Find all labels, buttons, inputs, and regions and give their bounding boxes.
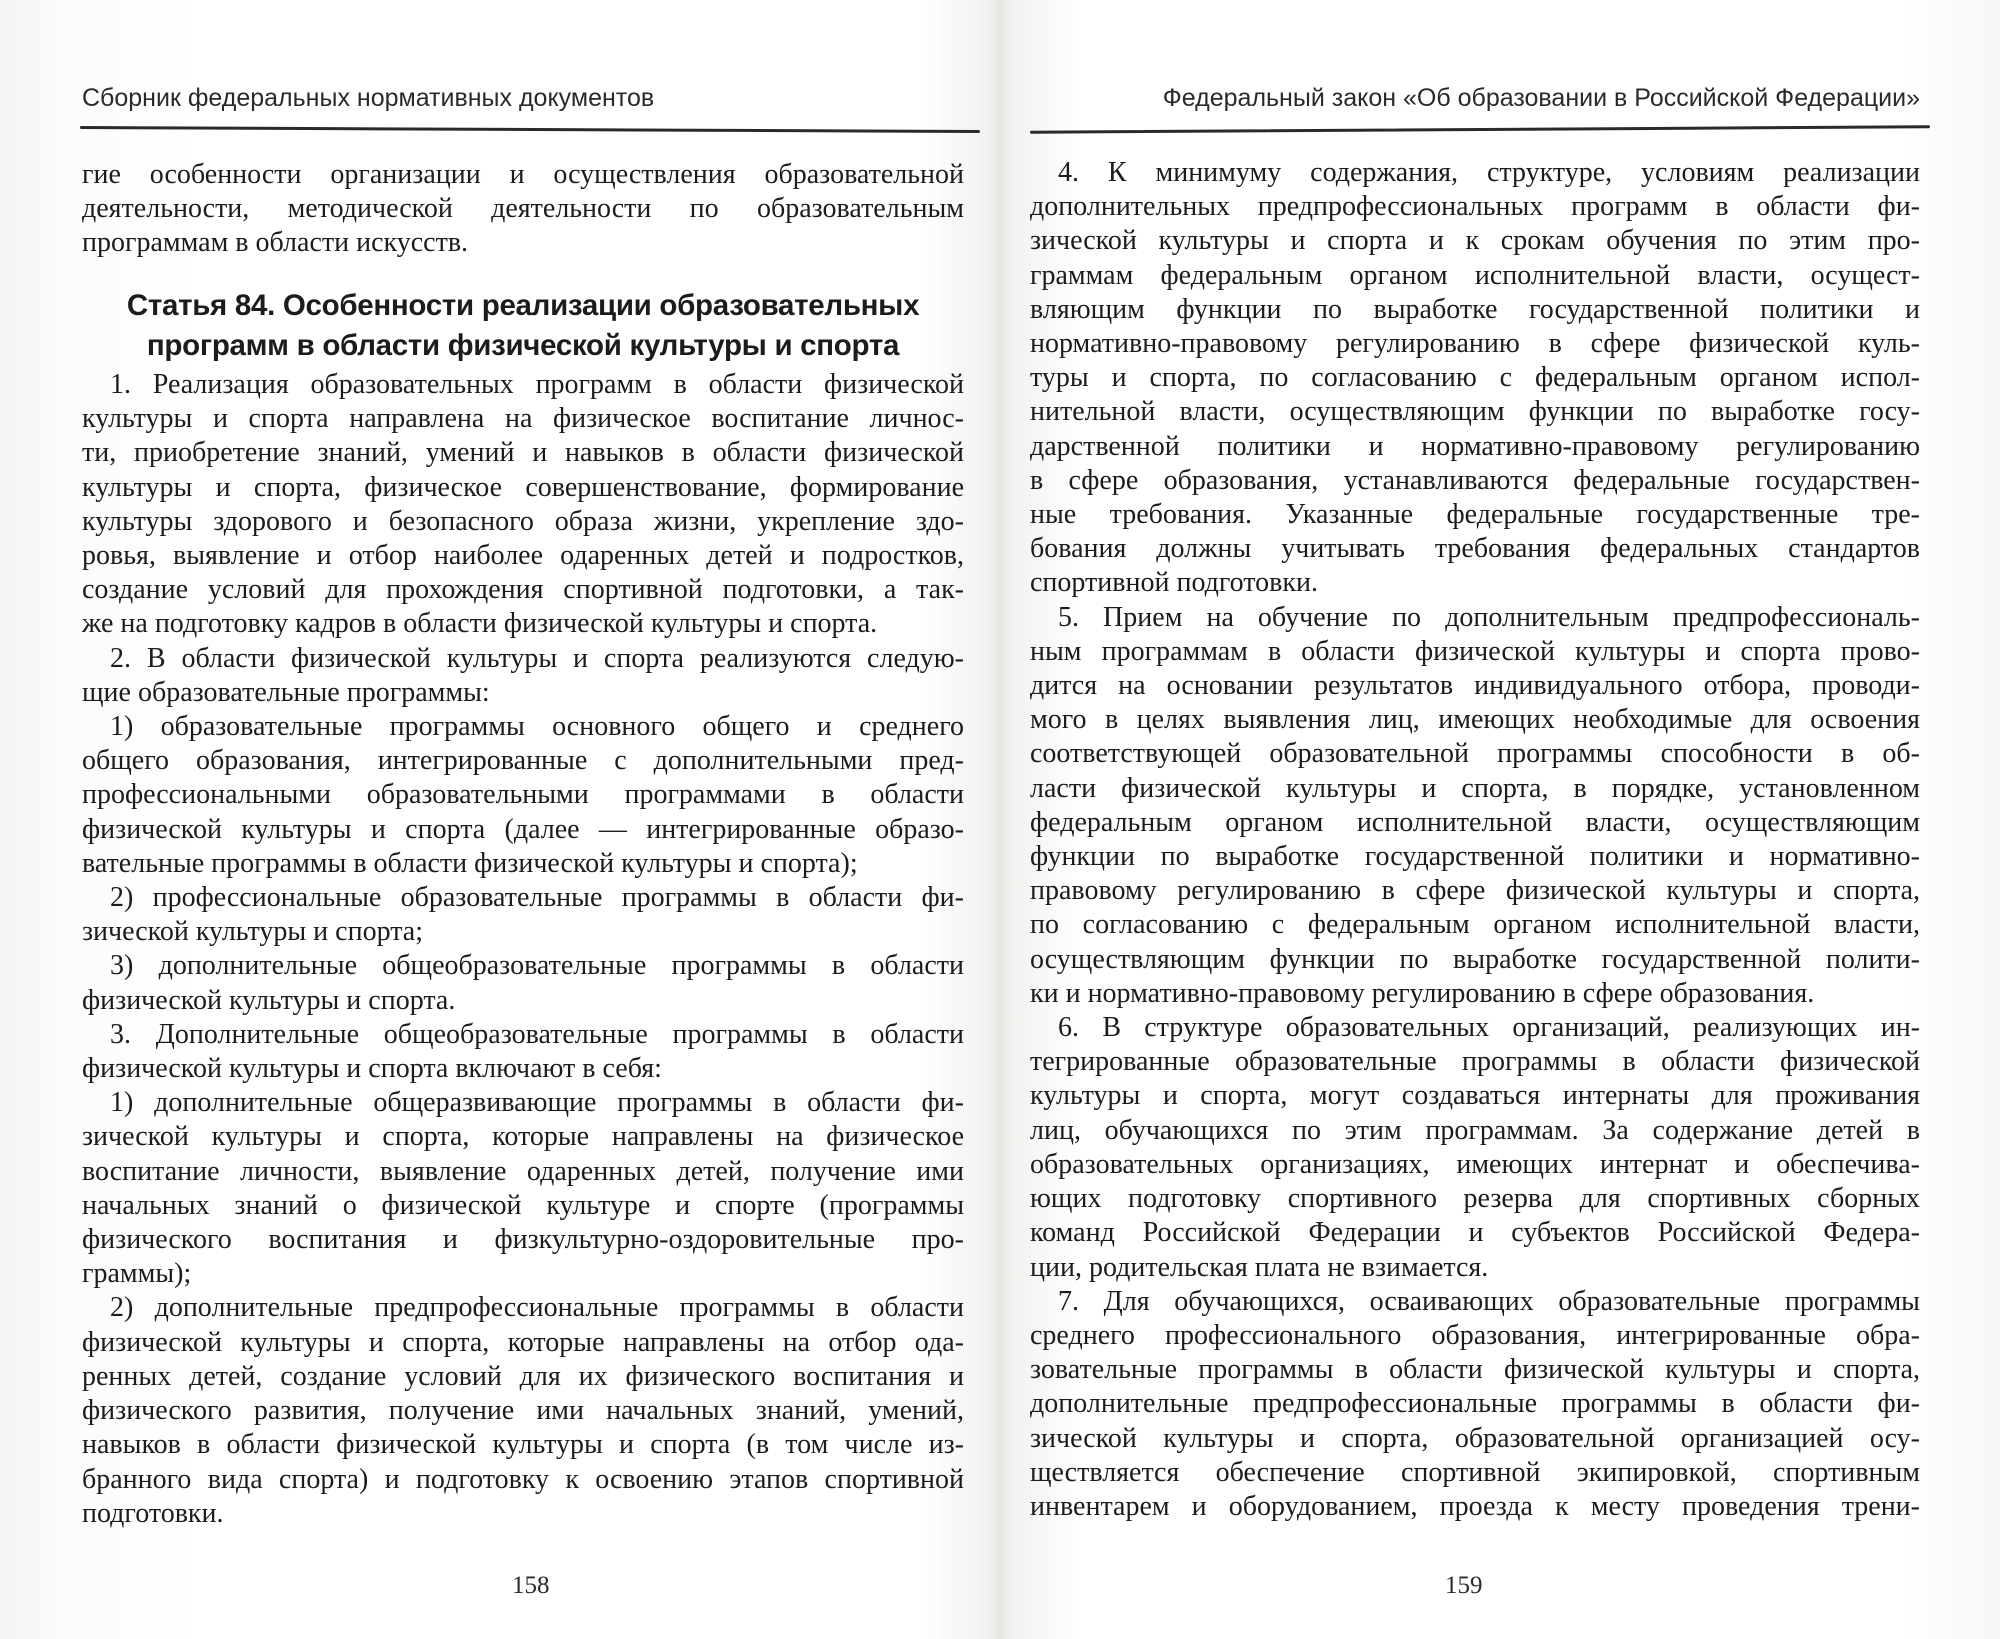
text-line: дарственной политики и нормативно-правовому регулированию [1030,430,1920,462]
text-line: нормативно-правовому регулированию в сфере физической куль- [1030,328,1920,360]
right-page-number: 159 [1445,1572,1483,1599]
text-line: туры и спорта, по согласованию с федеральным органом испол- [1030,362,1920,394]
text-line: зической культуры и спорта и к срокам обучения по этим про- [1030,225,1920,257]
text-line: 1) дополнительные общеразвивающие программы в области фи- [110,1087,964,1119]
text-line: создание условий для прохождения спортивной подготовки, а так- [82,574,964,606]
text-line: дополнительные предпрофессиональные программы в области фи- [1030,1388,1920,1420]
text-line: осуществляющим функции по выработке государственной полити- [1030,943,1920,975]
text-line: тегрированные образовательные программы в области физической [1030,1046,1920,1078]
text-line: физической культуры и спорта, которые направлены на отбор ода- [82,1326,964,1358]
text-line: ющих подготовку спортивного резерва для спортивных сборных [1030,1183,1920,1215]
text-line: зической культуры и спорта, образовательной организацией осу- [1030,1422,1920,1454]
article-84-heading [82,286,964,366]
text-line: ществляется обеспечение спортивной экипировкой, спортивным [1030,1456,1920,1488]
text-line: программам в области искусств. [82,227,469,259]
text-line: же на подготовку кадров в области физической культуры и спорта. [82,608,878,640]
text-line: физической культуры и спорта (далее — интегрированные образо- [82,813,964,845]
text-line: ренных детей, создание условий для их физического воспитания и [82,1360,964,1392]
text-line: культуры и спорта направлена на физическое воспитание личнос- [82,403,964,435]
text-line: функции по выработке государственной политики и нормативно- [1030,841,1920,873]
text-line: 3. Дополнительные общеобразовательные программы в области [110,1018,964,1050]
text-line: ти, приобретение знаний, умений и навыков в области физической [82,437,964,469]
text-line: зовательные программы в области физической культуры и спорта, [1030,1354,1920,1386]
text-line: 6. В структуре образовательных организаций, реализующих ин- [1058,1012,1920,1044]
article-heading-line-2: программ в области физической культуры и спорта [146,329,900,362]
text-line: гие особенности организации и осуществления образовательной [82,159,964,190]
text-line: граммам федеральным органом исполнительной власти, осущест- [1030,259,1920,291]
text-line: физического воспитания и физкультурно-оздоровительные про- [82,1224,964,1256]
right-body-text [1030,156,1920,1524]
text-line: спортивной подготовки. [1030,567,1318,599]
text-line: подготовки. [82,1497,224,1529]
text-line: общего образования, интегрированные с дополнительными пред- [82,745,964,777]
text-line: команд Российской Федерации и субъектов Российской Федера- [1030,1217,1920,1249]
left-page-number: 158 [512,1572,550,1599]
text-line: культуры и спорта, могут создаваться интернаты для проживания [1030,1080,1920,1112]
text-line: вательные программы в области физической культуры и спорта); [82,847,858,879]
text-line: бования должны учитывать требования федеральных стандартов [1030,533,1920,565]
text-line: ные требования. Указанные федеральные государственные тре- [1030,499,1920,531]
text-line: профессиональными образовательными программами в области [82,779,964,811]
text-line: физической культуры и спорта включают в себя: [82,1053,662,1085]
text-line: правовому регулированию в сфере физической культуры и спорта, [1030,875,1920,907]
text-line: ным программам в области физической культуры и спорта прово- [1030,635,1920,667]
article-heading-line-1: Статья 84. Особенности реализации образовательных [126,289,920,322]
text-line: навыков в области физической культуры и спорта (в том числе из- [82,1429,964,1461]
text-line: 2) профессиональные образовательные программы в области фи- [110,882,964,914]
right-running-head: Федеральный закон «Об образовании в Российской Федерации» [1162,84,1920,112]
text-line: культуры здорового и безопасного образа жизни, укрепление здо- [82,505,964,537]
text-line: деятельности, методической деятельности по образовательным [82,193,964,225]
text-line: среднего профессионального образования, интегрированные обра- [1030,1319,1920,1351]
text-line: начальных знаний о физической культуре и спорте (программы [82,1189,964,1221]
text-line: граммы); [82,1258,192,1290]
text-line: ки и нормативно-правовому регулированию в сфере образования. [1030,977,1815,1009]
text-line: культуры и спорта, физическое совершенствование, формирование [82,471,964,503]
text-line: лиц, обучающихся по этим программам. За содержание детей в [1030,1114,1920,1146]
text-line: зической культуры и спорта, которые направлены на физическое [82,1121,964,1153]
text-line: 3) дополнительные общеобразовательные программы в области [110,950,964,982]
text-line: образовательных организациях, имеющих интернат и обеспечива- [1030,1148,1920,1180]
left-running-head: Сборник федеральных нормативных документов [82,84,655,112]
text-line: по согласованию с федеральным органом исполнительной власти, [1030,909,1920,941]
text-line: ласти физической культуры и спорта, в порядке, установленном [1030,772,1920,804]
text-line: дится на основании результатов индивидуального отбора, проводи- [1030,670,1920,702]
text-line: дополнительных предпрофессиональных программ в области фи- [1030,191,1920,223]
left-header-rule [80,126,980,133]
text-line: 1. Реализация образовательных программ в области физической [110,369,964,400]
left-body-text [82,368,964,1531]
right-page [1000,0,2000,1639]
text-line: мого в целях выявления лиц, имеющих необходимые для освоения [1030,704,1920,736]
text-line: инвентарем и оборудованием, проезда к месту проведения трени- [1030,1490,1920,1522]
text-line: 2) дополнительные предпрофессиональные программы в области [110,1292,964,1324]
text-line: ции, родительская плата не взимается. [1030,1251,1489,1283]
text-line: физического развития, получение ими начальных знаний, умений, [82,1395,964,1427]
text-line: 5. Прием на обучение по дополнительным предпрофессиональ- [1058,601,1920,633]
text-line: щие образовательные программы: [82,676,490,708]
text-line: 1) образовательные программы основного общего и среднего [110,711,964,743]
text-line: 2. В области физической культуры и спорта реализуются следую- [110,642,964,674]
text-line: зической культуры и спорта; [82,916,423,948]
text-line: бранного вида спорта) и подготовку к освоению этапов спортивной [82,1463,964,1495]
text-line: вляющим функции по выработке государственной политики и [1030,293,1920,325]
left-intro-text [82,158,964,261]
text-line: федеральным органом исполнительной власти, осуществляющим [1030,806,1920,838]
text-line: 7. Для обучающихся, осваивающих образовательные программы [1058,1285,1920,1317]
text-line: соответствующей образовательной программы способности в об- [1030,738,1920,770]
right-header-rule [1030,125,1930,133]
text-line: физической культуры и спорта. [82,984,456,1016]
text-line: ровья, выявление и отбор наиболее одаренных детей и подростков, [82,540,964,572]
text-line: воспитание личности, выявление одаренных детей, получение ими [82,1155,964,1187]
text-line: нительной власти, осуществляющим функции по выработке госу- [1030,396,1920,428]
text-line: в сфере образования, устанавливаются федеральные государствен- [1030,464,1920,496]
text-line: 4. К минимуму содержания, структуре, условиям реализации [1058,157,1920,188]
